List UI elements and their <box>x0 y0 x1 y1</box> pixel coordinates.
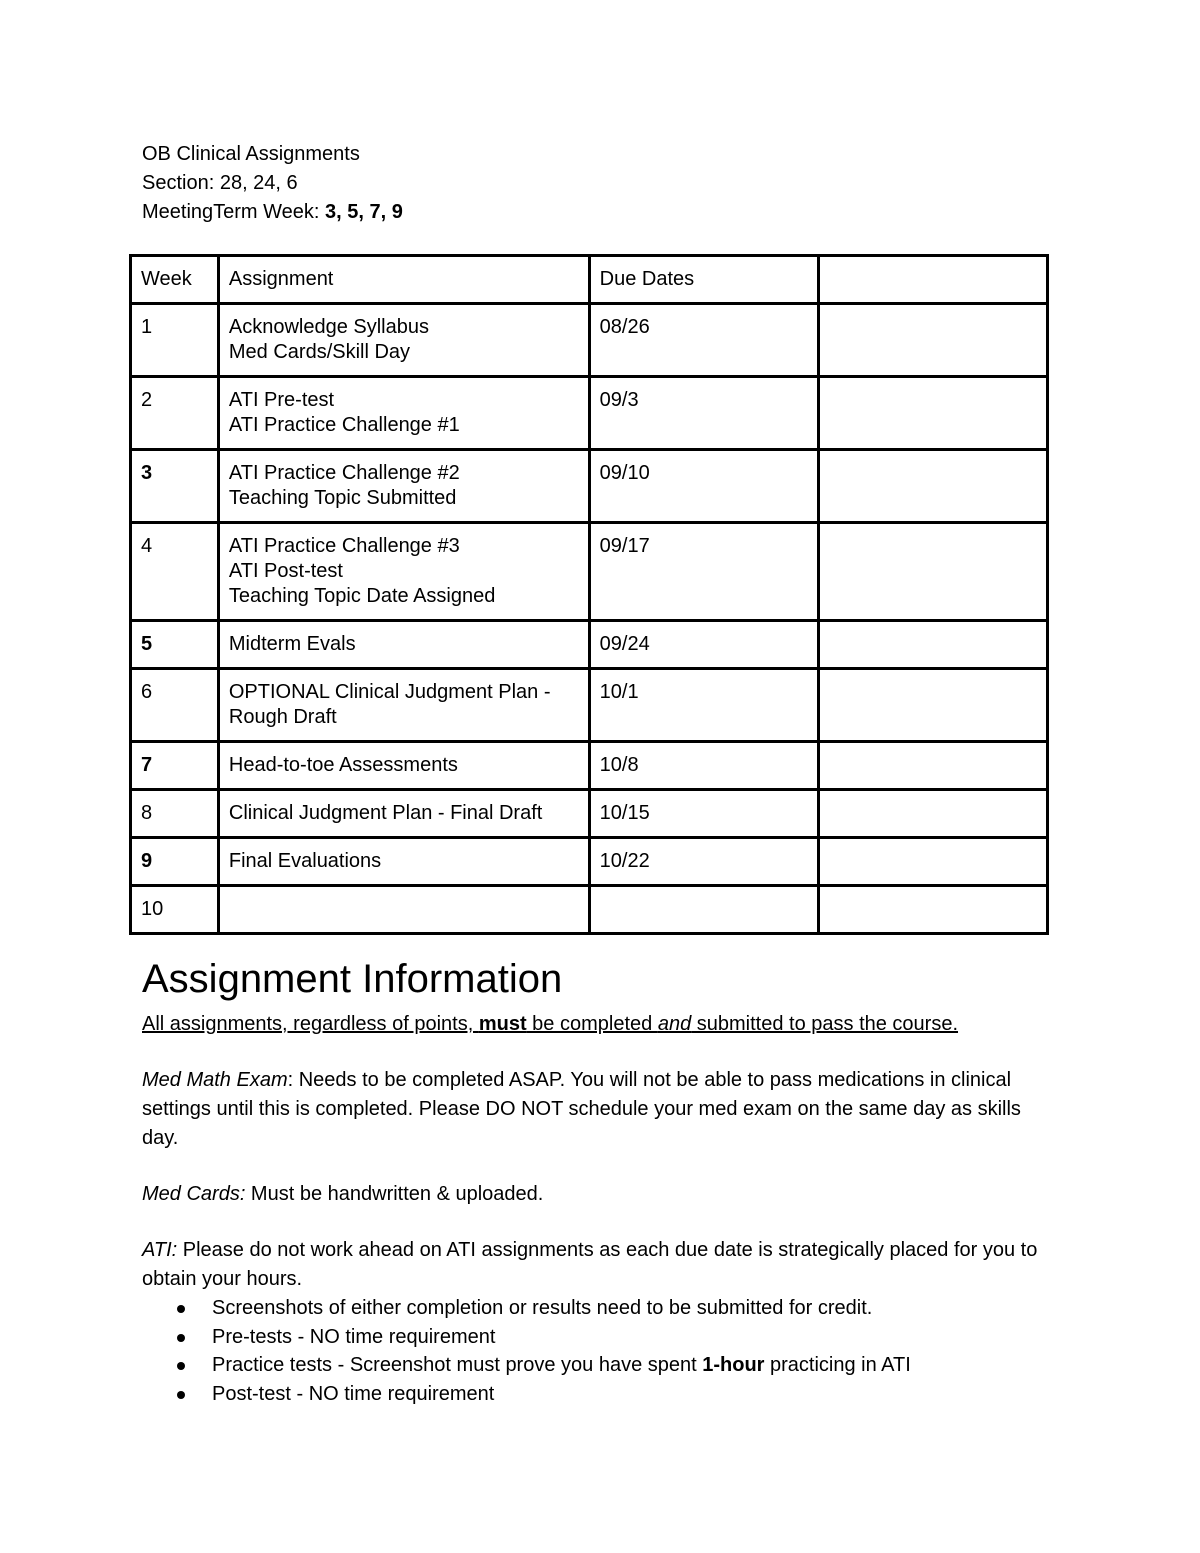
list-item <box>142 1380 1062 1409</box>
assignment-item: Midterm Evals <box>228 633 356 655</box>
table-row <box>131 669 1048 742</box>
bullet-icon <box>177 1391 185 1399</box>
meeting-line <box>142 198 403 227</box>
assignment-cell <box>218 621 589 669</box>
document-title: OB Clinical Assignments <box>142 143 360 165</box>
due-date-cell: 09/10 <box>589 450 818 523</box>
due-date-cell: 09/17 <box>589 523 818 621</box>
requirement-text-2: be completed <box>526 1013 658 1035</box>
week-cell: 5 <box>131 621 219 669</box>
table-row <box>131 450 1048 523</box>
blank-cell <box>818 742 1047 790</box>
bullet-icon <box>177 1334 185 1342</box>
requirement-and: and <box>657 1013 692 1035</box>
due-date-cell: 10/8 <box>589 742 818 790</box>
week-cell: 10 <box>131 886 219 934</box>
list-item <box>142 1294 1062 1323</box>
assignment-cell <box>218 377 589 450</box>
due-date-cell: 10/15 <box>589 790 818 838</box>
assignment-schedule-table <box>129 254 1049 935</box>
table-row <box>131 886 1048 934</box>
due-date-cell: 10/1 <box>589 669 818 742</box>
due-date-cell: 08/26 <box>589 304 818 377</box>
meeting-label: MeetingTerm Week: <box>142 201 326 223</box>
assignment-cell <box>218 742 589 790</box>
assignment-item: Rough Draft <box>228 706 337 728</box>
med-cards-paragraph <box>142 1180 1062 1209</box>
blank-cell <box>818 621 1047 669</box>
week-cell: 1 <box>131 304 219 377</box>
table-header-row <box>131 256 1048 304</box>
section-heading: Assignment Information <box>142 957 563 1001</box>
week-cell: 3 <box>131 450 219 523</box>
assignment-item: Clinical Judgment Plan - Final Draft <box>228 802 543 824</box>
assignment-cell <box>218 304 589 377</box>
list-item <box>142 1323 1062 1352</box>
bullet-icon <box>177 1305 185 1313</box>
assignment-item: ATI Post-test <box>228 560 343 582</box>
requirement-text-1: All assignments, regardless of points, <box>142 1013 479 1035</box>
header-cell-due-dates: Due Dates <box>589 256 818 304</box>
due-date-cell: 09/24 <box>589 621 818 669</box>
assignment-item: Final Evaluations <box>228 850 382 872</box>
due-date-cell: 09/3 <box>589 377 818 450</box>
table-row <box>131 523 1048 621</box>
meeting-weeks: 3, 5, 7, 9 <box>325 201 403 223</box>
assignment-item: ATI Practice Challenge #1 <box>228 414 460 436</box>
assignment-item: Teaching Topic Date Assigned <box>228 585 496 607</box>
table-row <box>131 377 1048 450</box>
header-cell-week: Week <box>131 256 219 304</box>
ati-paragraph <box>142 1236 1062 1294</box>
table-row <box>131 790 1048 838</box>
assignment-item: OPTIONAL Clinical Judgment Plan - <box>228 681 551 703</box>
section-line: Section: 28, 24, 6 <box>142 172 298 194</box>
ati-text: Please do not work ahead on ATI assignments as each due date is strategically placed for you to obtain your hours. <box>142 1239 1038 1290</box>
completion-requirement <box>142 1010 1062 1039</box>
assignment-item: ATI Practice Challenge #2 <box>228 462 460 484</box>
med-cards-term: Med Cards: <box>142 1183 246 1205</box>
assignment-item: Head-to-toe Assessments <box>228 754 458 776</box>
header-cell-assignment: Assignment <box>218 256 589 304</box>
header-cell-blank <box>818 256 1047 304</box>
due-date-cell: 10/22 <box>589 838 818 886</box>
blank-cell <box>818 523 1047 621</box>
week-cell: 8 <box>131 790 219 838</box>
bullet-text: Practice tests - Screenshot must prove you have spent <box>212 1354 703 1376</box>
bullet-text: Post-test - NO time requirement <box>212 1382 495 1405</box>
assignment-item: ATI Pre-test <box>228 389 335 411</box>
med-math-text: : Needs to be completed ASAP. You will not be able to pass medications in clinical settings until this is completed. Please DO NOT schedule your med exam on the same day as skills day. <box>142 1069 1021 1149</box>
bullet-text: Screenshots of either completion or results need to be submitted for credit. <box>212 1297 873 1319</box>
assignment-cell <box>218 886 589 934</box>
assignment-cell <box>218 669 589 742</box>
ati-term: ATI: <box>142 1239 178 1261</box>
assignment-information-section <box>142 954 1062 1408</box>
assignment-item: Teaching Topic Submitted <box>228 487 457 509</box>
med-math-paragraph <box>142 1066 1062 1153</box>
assignment-cell <box>218 450 589 523</box>
blank-cell <box>818 838 1047 886</box>
requirement-text-3: submitted to pass the course. <box>691 1013 959 1035</box>
bullet-text: Pre-tests - NO time requirement <box>212 1325 496 1348</box>
week-cell: 2 <box>131 377 219 450</box>
bullet-text-after: practicing in ATI <box>764 1354 911 1376</box>
blank-cell <box>818 790 1047 838</box>
blank-cell <box>818 450 1047 523</box>
week-cell: 4 <box>131 523 219 621</box>
assignment-cell <box>218 838 589 886</box>
med-cards-text: Must be handwritten & uploaded. <box>245 1183 544 1205</box>
document-header <box>142 140 403 227</box>
week-cell: 9 <box>131 838 219 886</box>
med-math-term: Med Math Exam <box>142 1069 288 1091</box>
assignment-cell <box>218 523 589 621</box>
assignment-item: ATI Practice Challenge #3 <box>228 535 460 557</box>
bullet-icon <box>177 1362 185 1370</box>
table-row <box>131 742 1048 790</box>
list-item <box>142 1351 1062 1380</box>
week-cell: 6 <box>131 669 219 742</box>
table-row <box>131 838 1048 886</box>
ati-bullet-list <box>142 1294 1062 1408</box>
assignment-item: Acknowledge Syllabus <box>228 316 429 338</box>
bullet-emphasis: 1-hour <box>702 1354 765 1376</box>
table-row <box>131 304 1048 377</box>
blank-cell <box>818 669 1047 742</box>
blank-cell <box>818 304 1047 377</box>
requirement-must: must <box>478 1013 527 1035</box>
blank-cell <box>818 377 1047 450</box>
assignment-cell <box>218 790 589 838</box>
table-row <box>131 621 1048 669</box>
due-date-cell <box>589 886 818 934</box>
blank-cell <box>818 886 1047 934</box>
week-cell: 7 <box>131 742 219 790</box>
assignment-item: Med Cards/Skill Day <box>228 341 411 363</box>
